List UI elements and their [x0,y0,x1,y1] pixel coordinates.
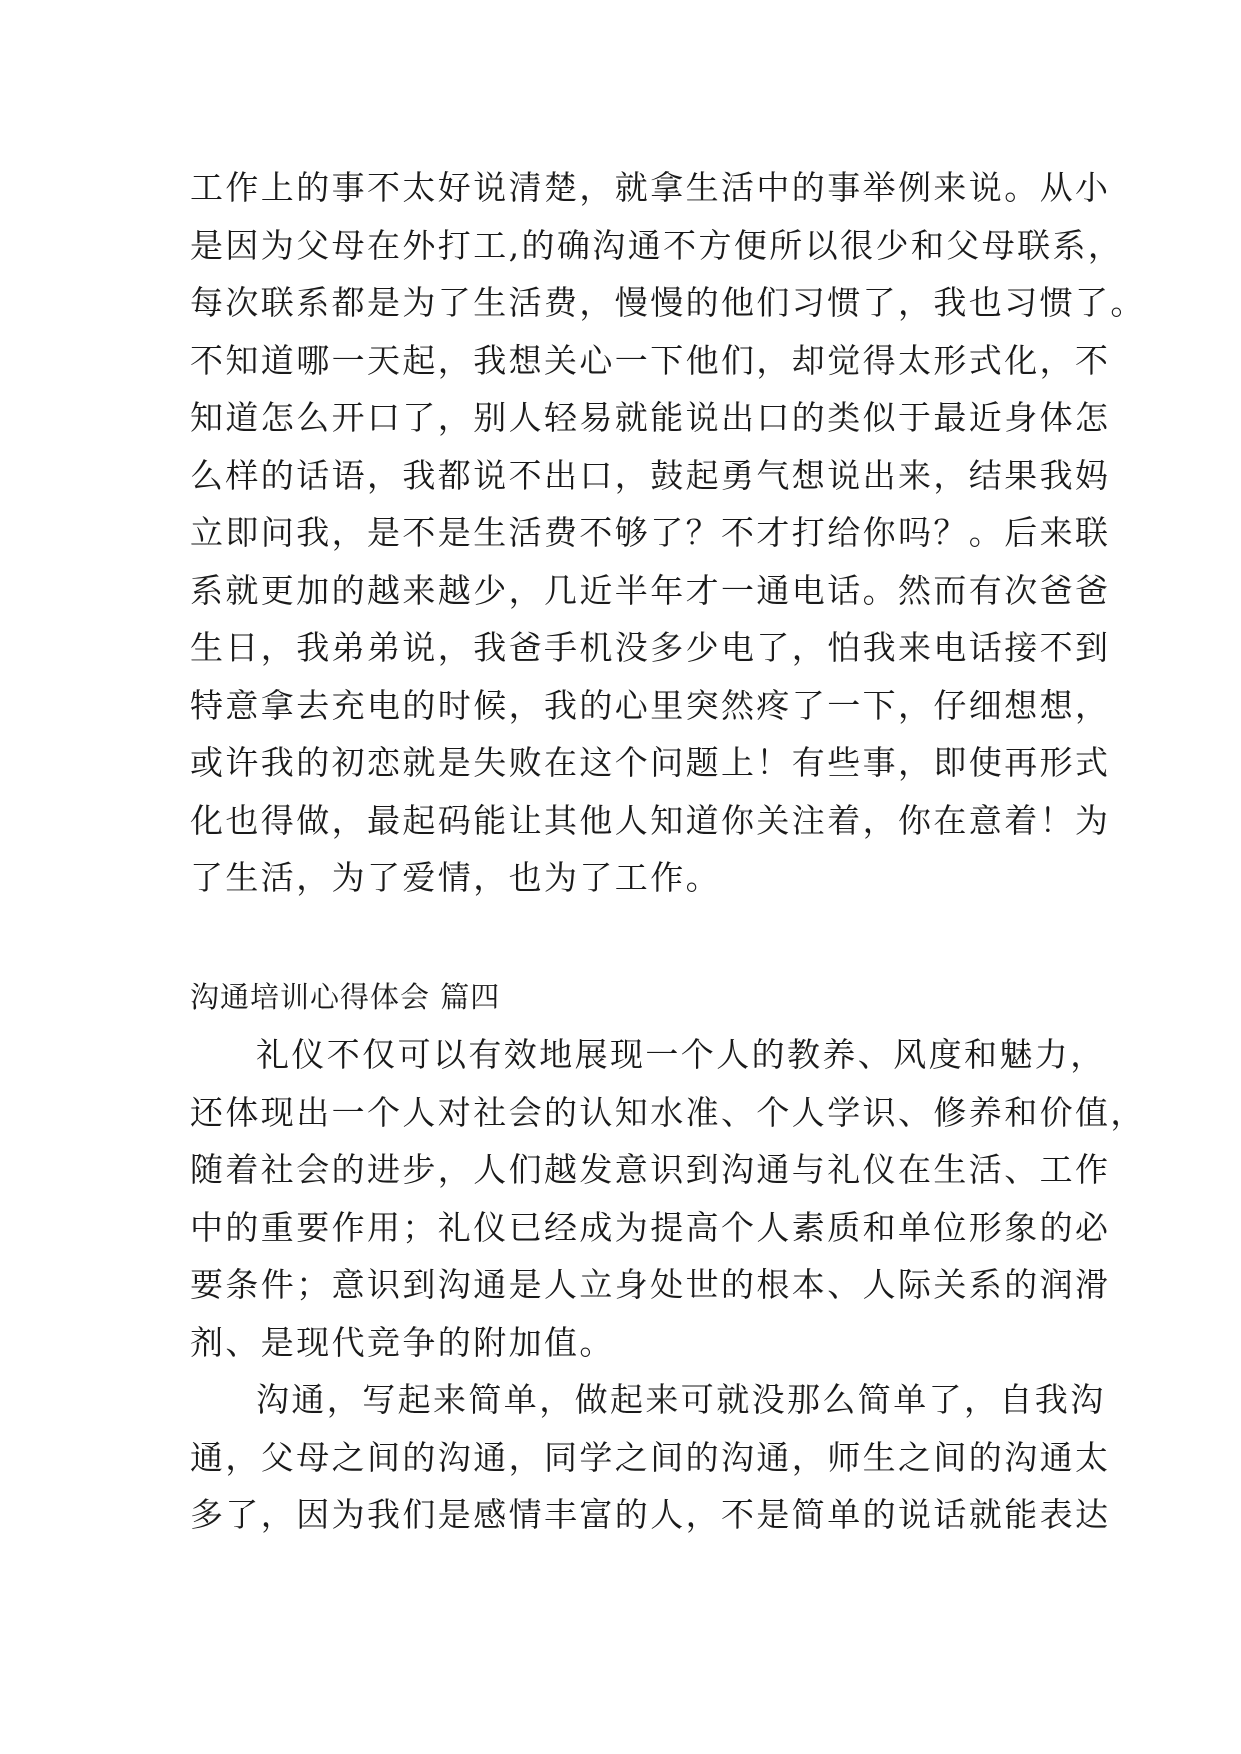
paragraph-line: 么样的话语，我都说不出口，鼓起勇气想说出来，结果我妈 [190,455,1111,495]
paragraph-line: 随着社会的进步，人们越发意识到沟通与礼仪在生活、工作 [190,1150,1111,1189]
paragraph-1 [190,159,1146,907]
paragraph-line: 还体现出一个人对社会的认知水准、个人学识、修养和价值， [190,1092,1146,1132]
paragraph-line: 特意拿去充电的时候，我的心里突然疼了一下，仔细想想， [190,685,1111,725]
paragraph-line: 知道怎么开口了，别人轻易就能说出口的类似于最近身体怎 [190,398,1111,437]
paragraph-3 [190,1371,1111,1544]
paragraph-line: 生日，我弟弟说，我爸手机没多少电了，怕我来电话接不到 [190,628,1111,667]
paragraph-line: 礼仪不仅可以有效地展现一个人的教养、风度和魅力， [256,1035,1106,1074]
paragraph-line: 每次联系都是为了生活费，慢慢的他们习惯了，我也习惯了。 [190,283,1146,322]
paragraph-line: 通，父母之间的沟通，同学之间的沟通，师生之间的沟通太 [190,1437,1111,1477]
paragraph-line: 要条件；意识到沟通是人立身处世的根本、人际关系的润滑 [190,1265,1111,1304]
paragraph-line: 了生活，为了爱情，也为了工作。 [190,858,721,897]
paragraph-line: 多了，因为我们是感情丰富的人，不是简单的说话就能表达 [190,1495,1111,1534]
paragraph-line: 系就更加的越来越少，几近半年才一通电话。然而有次爸爸 [190,570,1111,610]
paragraph-line: 化也得做，最起码能让其他人知道你关注着，你在意着！为 [190,800,1111,840]
section-heading: 沟通培训心得体会 篇四 [190,980,501,1014]
paragraph-line: 或许我的初恋就是失败在这个问题上！有些事，即使再形式 [190,743,1111,782]
paragraph-line: 是因为父母在外打工,的确沟通不方便所以很少和父母联系， [190,225,1124,265]
paragraph-line: 沟通，写起来简单，做起来可就没那么简单了，自我沟 [256,1380,1106,1419]
paragraph-line: 工作上的事不太好说清楚，就拿生活中的事举例来说。从小 [190,168,1111,207]
paragraph-line: 剂、是现代竞争的附加值。 [190,1322,615,1362]
paragraph-line: 立即问我，是不是生活费不够了？不才打给你吗？。后来联 [190,513,1111,552]
paragraph-line: 不知道哪一天起，我想关心一下他们，却觉得太形式化，不 [190,340,1111,380]
paragraph-line: 中的重要作用；礼仪已经成为提高个人素质和单位形象的必 [190,1207,1111,1247]
paragraph-2 [190,1026,1146,1371]
